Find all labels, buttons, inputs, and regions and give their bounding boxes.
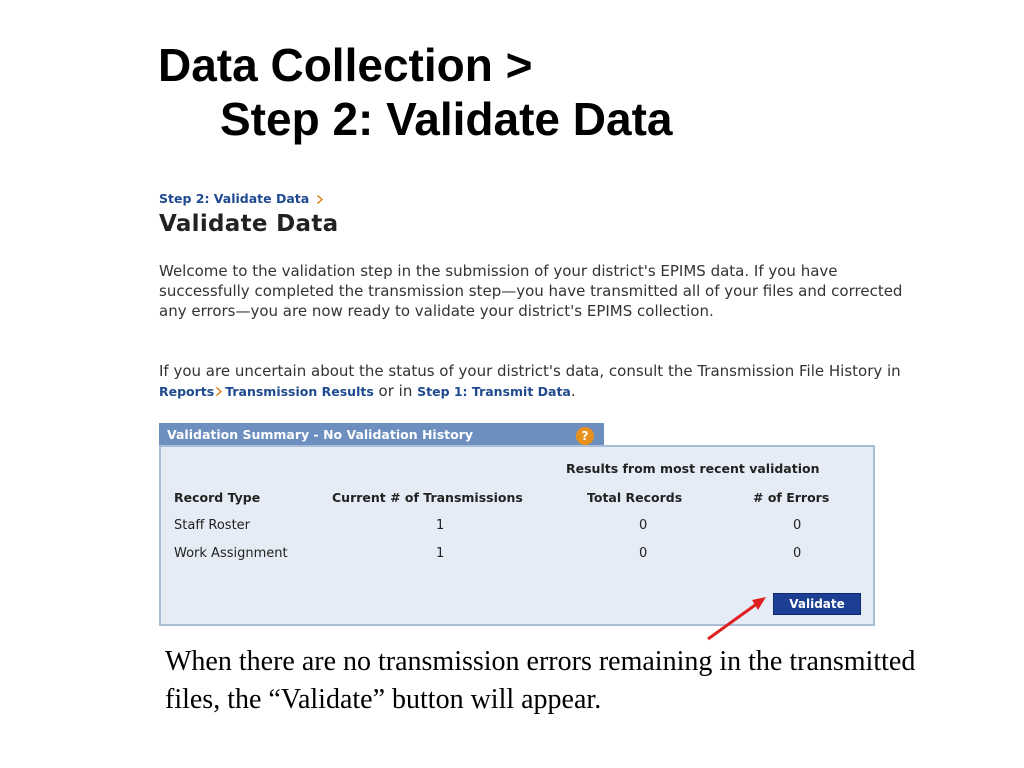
table-cell-transmissions: 1 <box>436 546 445 561</box>
slide-caption: When there are no transmission errors remaining in the transmitted files, the “Validate” button will appear. <box>165 646 916 715</box>
page-heading: Validate Data <box>159 211 339 237</box>
status-paragraph-suffix: . <box>570 382 576 400</box>
table-cell-errors: 0 <box>793 518 802 533</box>
table-cell-total-records: 0 <box>639 518 648 533</box>
table-cell-total-records: 0 <box>639 546 648 561</box>
step1-transmit-data-link[interactable]: Step 1: Transmit Data <box>417 384 571 399</box>
status-paragraph <box>159 361 929 402</box>
slide-title-line2: Step 2: Validate Data <box>220 93 673 145</box>
table-cell-record-type: Work Assignment <box>174 546 288 561</box>
column-header-total-records: Total Records <box>587 490 683 505</box>
table-cell-transmissions: 1 <box>436 518 445 533</box>
status-paragraph-prefix: If you are uncertain about the status of your district's data, consult the Transmission File History in <box>159 362 901 380</box>
red-arrow-icon <box>700 583 770 643</box>
intro-paragraph: Welcome to the validation step in the submission of your district's EPIMS data. If you have successfully completed the transmission step—you have transmitted all of your files and corrected any errors—you are now ready to validate your district's EPIMS collection. <box>159 262 903 320</box>
chevron-right-icon <box>216 387 223 396</box>
table-cell-errors: 0 <box>793 546 802 561</box>
slide-title <box>158 38 673 146</box>
slide-title-line1: Data Collection > <box>158 39 533 91</box>
help-icon[interactable]: ? <box>576 427 594 445</box>
breadcrumb[interactable] <box>159 191 324 206</box>
validation-summary-tab: Validation Summary - No Validation History <box>159 423 604 447</box>
screenshot-panel <box>150 185 930 635</box>
column-header-transmissions: Current # of Transmissions <box>332 490 523 505</box>
validate-button[interactable]: Validate <box>773 593 861 615</box>
reports-link[interactable]: Reports <box>159 384 215 399</box>
breadcrumb-label[interactable]: Step 2: Validate Data <box>159 191 310 206</box>
status-paragraph-mid: or in <box>373 382 418 400</box>
column-header-errors: # of Errors <box>753 490 830 505</box>
table-cell-record-type: Staff Roster <box>174 518 251 533</box>
column-header-record-type: Record Type <box>174 490 261 505</box>
transmission-results-link[interactable]: Transmission Results <box>225 384 374 399</box>
chevron-right-icon <box>317 195 324 204</box>
results-header: Results from most recent validation <box>566 461 820 476</box>
